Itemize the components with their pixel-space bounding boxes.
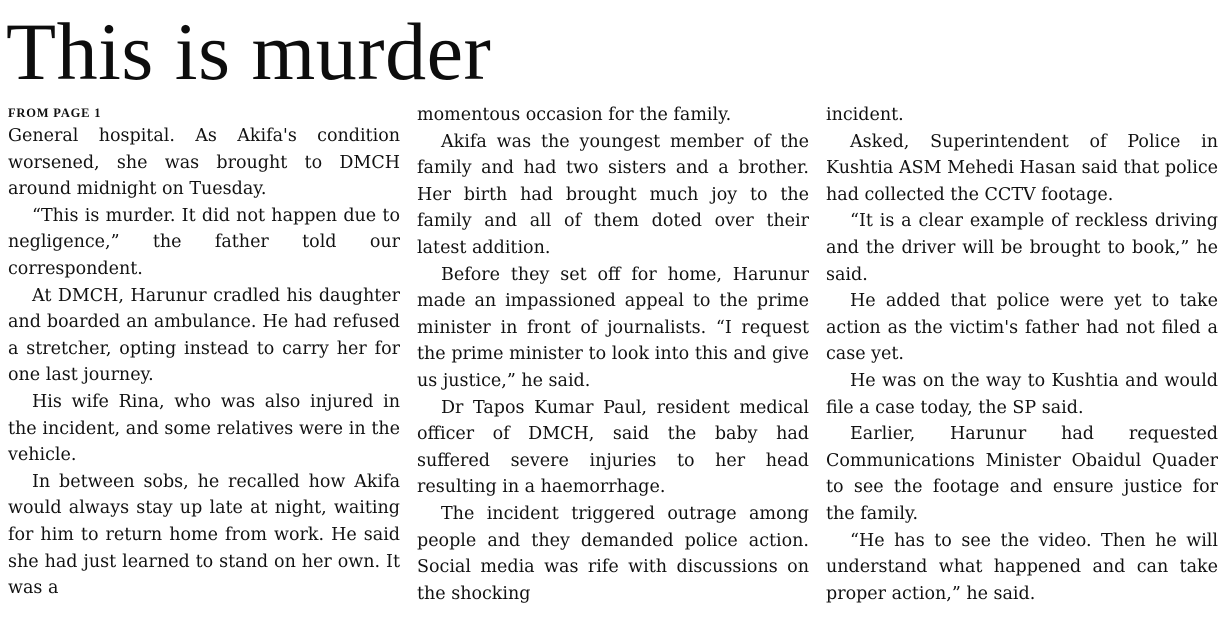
paragraph: “He has to see the video. Then he will understand what happened and can take proper action,” he said. xyxy=(826,530,1218,604)
paragraph: “It is a clear example of reckless driving and the driver will be brought to book,” he said. xyxy=(826,211,1218,285)
paragraph: He was on the way to Kushtia and would file a case today, the SP said. xyxy=(826,370,1218,418)
paragraph: He added that police were yet to take action as the victim's father had not filed a case yet. xyxy=(826,291,1218,365)
article-column-1 xyxy=(8,102,400,602)
paragraph: momentous occasion for the family. xyxy=(417,105,732,125)
paragraph: In between sobs, he recalled how Akifa would always stay up late at night, waiting for him to return home from work. He said she had just learned to stand on her own. It was a xyxy=(8,471,400,599)
paragraph: At DMCH, Harunur cradled his daughter and boarded an ambulance. He had refused a stretcher, opting instead to carry her for one last journey. xyxy=(8,285,400,386)
continued-from-label: FROM PAGE 1 xyxy=(8,106,102,120)
article-column-3 xyxy=(826,102,1218,607)
headline: This is murder xyxy=(6,6,492,97)
paragraph: Earlier, Harunur had requested Communications Minister Obaidul Quader to see the footage and ensure justice for the family. xyxy=(826,424,1218,524)
paragraph: Asked, Superintendent of Police in Kushtia ASM Mehedi Hasan said that police had collected the CCTV footage. xyxy=(826,131,1218,205)
paragraph: Dr Tapos Kumar Paul, resident medical officer of DMCH, said the baby had suffered severe injuries to her head resulting in a haemorrhage. xyxy=(417,397,809,498)
paragraph: His wife Rina, who was also injured in the incident, and some relatives were in the vehicle. xyxy=(8,391,400,466)
paragraph: Before they set off for home, Harunur made an impassioned appeal to the prime minister in front of journalists. “I request the prime minister to look into this and give us justice,” he said. xyxy=(417,264,809,391)
paragraph: incident. xyxy=(826,105,904,125)
paragraph: “This is murder. It did not happen due to negligence,” the father told our correspondent. xyxy=(8,205,400,279)
paragraph: Akifa was the youngest member of the family and had two sisters and a brother. Her birth had brought much joy to the family and all of them doted over their latest addition. xyxy=(417,131,809,258)
paragraph: The incident triggered outrage among people and they demanded police action. Social media was rife with discussions on the shocking xyxy=(417,503,809,604)
paragraph: General hospital. As Akifa's condition worsened, she was brought to DMCH around midnight on Tuesday. xyxy=(8,126,400,200)
article-column-2 xyxy=(417,102,809,607)
